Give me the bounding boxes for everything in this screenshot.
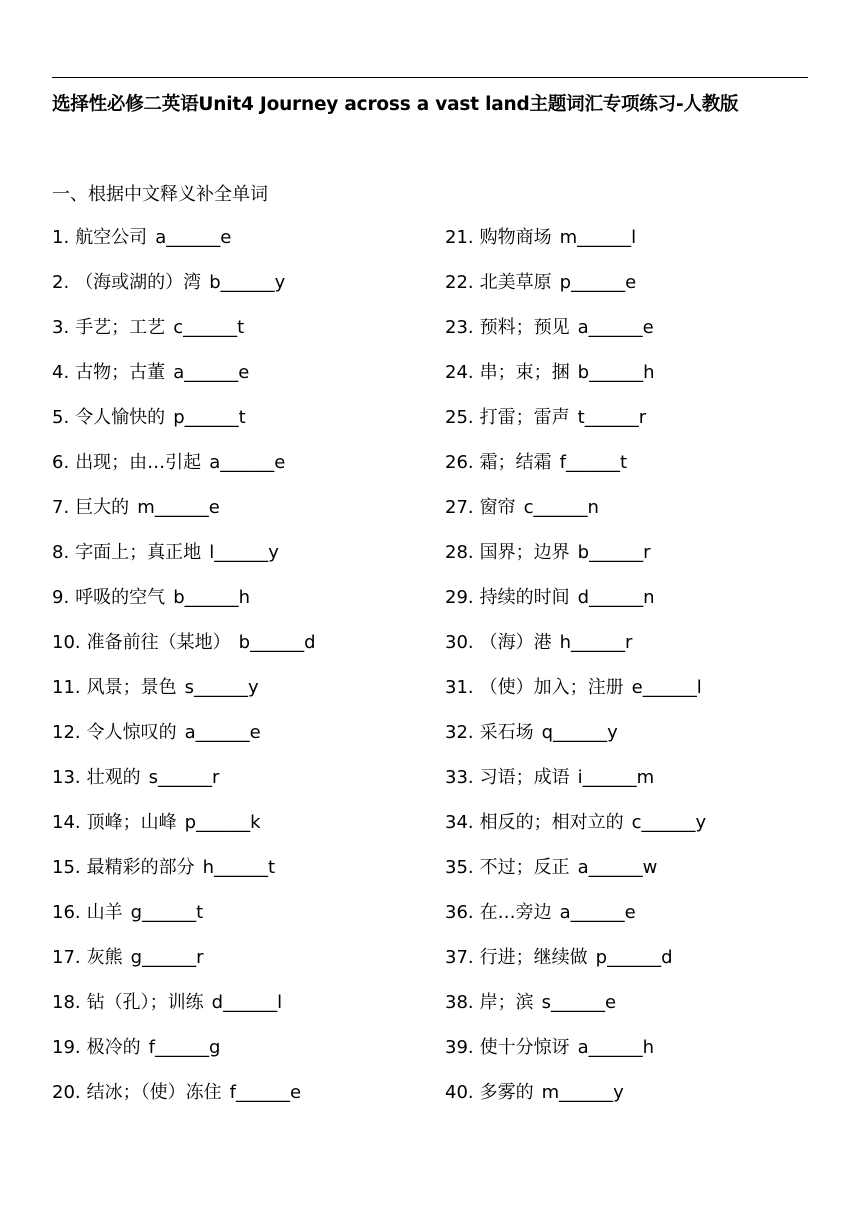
question-blank: b______d [238,632,316,653]
question-blank: g______t [130,902,204,923]
question-item [52,495,432,540]
question-item [445,720,825,765]
question-number: 40. [445,1082,474,1103]
question-chinese: 购物商场 [479,227,552,248]
question-number: 13. [52,767,81,788]
question-chinese: 结冰；（使）冻住 [86,1082,222,1103]
question-item [445,315,825,360]
question-blank: t______r [577,407,647,428]
question-item [445,495,825,540]
question-blank: a______e [155,227,232,248]
question-chinese: 极冷的 [86,1037,141,1058]
question-blank: m______e [137,497,220,518]
question-chinese: 最精彩的部分 [86,857,195,878]
question-blank: d______l [211,992,283,1013]
question-blank: b______h [577,362,655,383]
question-item [52,585,432,630]
question-item [445,270,825,315]
question-item [445,855,825,900]
question-chinese: 窗帘 [479,497,516,518]
question-blank: a______e [184,722,261,743]
question-blank: a______w [577,857,658,878]
question-blank: a______e [173,362,250,383]
question-number: 25. [445,407,474,428]
question-chinese: 使十分惊讶 [479,1037,570,1058]
top-divider [52,77,808,78]
question-blank: s______e [541,992,617,1013]
question-item [445,540,825,585]
question-number: 39. [445,1037,474,1058]
question-item [445,765,825,810]
question-chinese: 串；束；捆 [479,362,570,383]
question-item [52,450,432,495]
question-item [52,270,432,315]
question-number: 16. [52,902,81,923]
question-chinese: 钻（孔）；训练 [86,992,204,1013]
question-blank: q______y [541,722,618,743]
question-number: 5. [52,407,70,428]
question-chinese: 习语；成语 [479,767,570,788]
question-blank: s______r [148,767,220,788]
question-blank: f______g [148,1037,221,1058]
question-blank: p______t [173,407,246,428]
question-number: 23. [445,317,474,338]
question-item [52,675,432,720]
question-chinese: 壮观的 [86,767,141,788]
question-number: 4. [52,362,70,383]
question-chinese: 手艺；工艺 [75,317,166,338]
question-chinese: 呼吸的空气 [75,587,166,608]
question-item [445,405,825,450]
question-item [52,765,432,810]
question-blank: i______m [577,767,655,788]
question-item [52,225,432,270]
question-item [52,945,432,990]
question-blank: p______e [559,272,637,293]
question-blank: b______r [577,542,651,563]
question-number: 1. [52,227,70,248]
question-number: 11. [52,677,81,698]
question-chinese: 令人惊叹的 [86,722,177,743]
question-number: 6. [52,452,70,473]
question-item [445,810,825,855]
document-title: 选择性必修二英语Unit4 Journey across a vast land主题词汇专项练习-人教版 [52,94,739,115]
question-blank: a______e [209,452,286,473]
question-item [445,630,825,675]
question-number: 36. [445,902,474,923]
question-item [52,990,432,1035]
question-blank: f______t [559,452,628,473]
question-item [445,990,825,1035]
question-number: 19. [52,1037,81,1058]
question-number: 28. [445,542,474,563]
question-number: 14. [52,812,81,833]
section-heading: 一、根据中文释义补全单词 [52,184,268,205]
question-number: 33. [445,767,474,788]
question-chinese: 打雷；雷声 [479,407,570,428]
question-chinese: 准备前往（某地） [86,632,231,653]
question-chinese: 航空公司 [75,227,148,248]
question-blank: c______n [523,497,599,518]
question-number: 12. [52,722,81,743]
question-chinese: 预料；预见 [479,317,570,338]
question-number: 2. [52,272,70,293]
question-chinese: 出现；由…引起 [75,452,202,473]
question-item [445,360,825,405]
question-item [52,630,432,675]
question-chinese: 不过；反正 [479,857,570,878]
question-chinese: 在…旁边 [479,902,552,923]
question-blank: d______n [577,587,655,608]
question-item [445,675,825,720]
question-number: 9. [52,587,70,608]
question-item [445,1035,825,1080]
question-chinese: 采石场 [479,722,534,743]
question-chinese: 霜；结霜 [479,452,552,473]
question-item [52,360,432,405]
question-number: 31. [445,677,474,698]
question-blank: g______r [130,947,204,968]
question-blank: m______l [559,227,637,248]
question-chinese: 灰熊 [86,947,123,968]
question-number: 17. [52,947,81,968]
question-blank: a______e [577,317,654,338]
question-blank: h______r [559,632,633,653]
question-number: 3. [52,317,70,338]
question-number: 15. [52,857,81,878]
question-chinese: 山羊 [86,902,123,923]
question-number: 10. [52,632,81,653]
question-item [52,1035,432,1080]
right-question-list [445,225,825,1125]
question-number: 20. [52,1082,81,1103]
question-item [52,720,432,765]
question-number: 21. [445,227,474,248]
question-number: 30. [445,632,474,653]
question-chinese: （使）加入；注册 [479,677,624,698]
question-chinese: 令人愉快的 [75,407,166,428]
question-number: 8. [52,542,70,563]
question-chinese: 多雾的 [479,1082,534,1103]
question-blank: s______y [184,677,259,698]
question-chinese: 顶峰；山峰 [86,812,177,833]
question-item [445,900,825,945]
question-number: 24. [445,362,474,383]
question-chinese: 国界；边界 [479,542,570,563]
question-chinese: 岸；滨 [479,992,534,1013]
question-blank: l______y [209,542,279,563]
question-item [52,900,432,945]
question-blank: p______k [184,812,261,833]
question-blank: e______l [631,677,702,698]
question-blank: a______e [559,902,636,923]
question-blank: h______t [202,857,276,878]
question-chinese: 持续的时间 [479,587,570,608]
question-number: 32. [445,722,474,743]
question-number: 34. [445,812,474,833]
question-blank: p______d [595,947,673,968]
question-blank: a______h [577,1037,655,1058]
question-item [52,810,432,855]
question-blank: c______t [173,317,245,338]
left-question-list [52,225,432,1125]
question-number: 29. [445,587,474,608]
question-blank: m______y [541,1082,624,1103]
question-item [52,855,432,900]
question-number: 7. [52,497,70,518]
question-item [445,1080,825,1125]
question-blank: c______y [631,812,707,833]
question-chinese: 风景；景色 [86,677,177,698]
question-item [445,945,825,990]
question-blank: b______y [209,272,286,293]
question-chinese: （海或湖的）湾 [75,272,202,293]
question-chinese: 古物；古董 [75,362,166,383]
question-number: 35. [445,857,474,878]
question-item [52,1080,432,1125]
question-number: 18. [52,992,81,1013]
question-blank: b______h [173,587,251,608]
question-item [52,315,432,360]
question-number: 37. [445,947,474,968]
question-number: 27. [445,497,474,518]
question-item [52,405,432,450]
question-chinese: （海）港 [479,632,552,653]
question-chinese: 行进；继续做 [479,947,588,968]
question-item [445,225,825,270]
question-item [52,540,432,585]
question-item [445,450,825,495]
question-blank: f______e [229,1082,302,1103]
question-chinese: 巨大的 [75,497,130,518]
question-chinese: 北美草原 [479,272,552,293]
question-item [445,585,825,630]
question-chinese: 相反的；相对立的 [479,812,624,833]
question-number: 26. [445,452,474,473]
question-number: 22. [445,272,474,293]
question-number: 38. [445,992,474,1013]
question-chinese: 字面上；真正地 [75,542,202,563]
